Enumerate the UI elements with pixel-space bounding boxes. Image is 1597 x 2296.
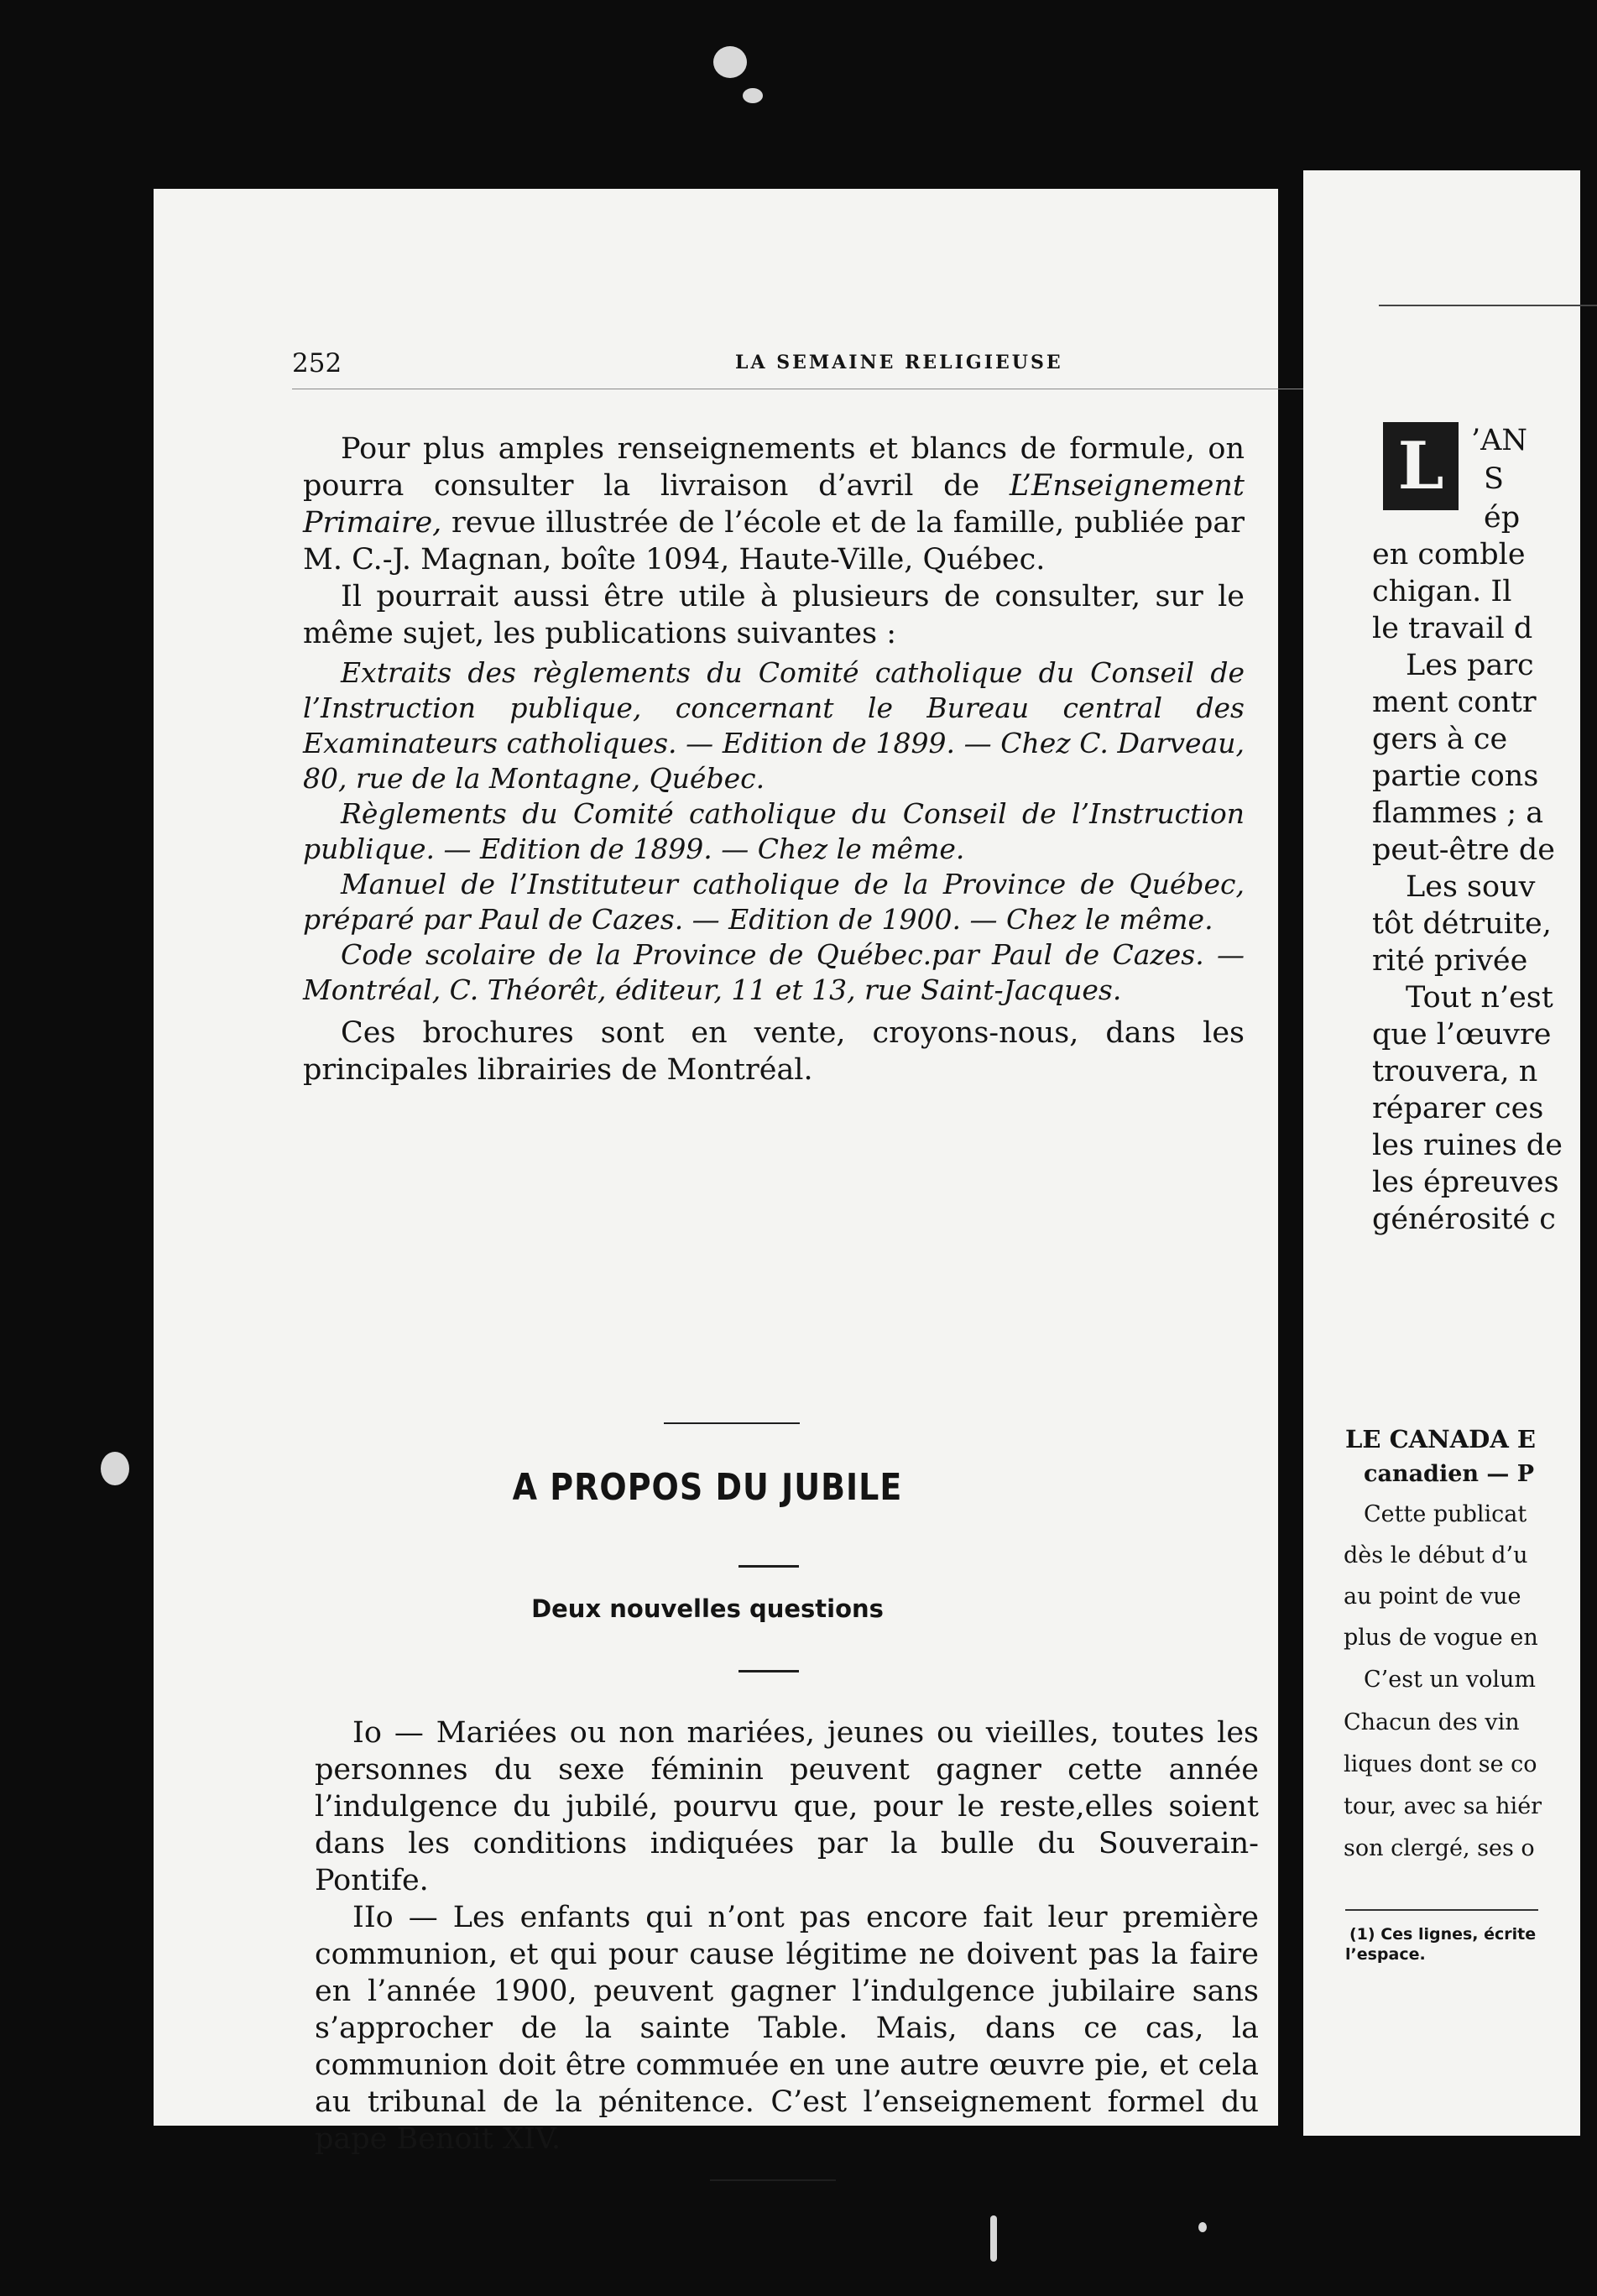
header-rule [1379,305,1597,306]
text-line: gers à ce [1372,723,1508,756]
text-line: LE CANADA E [1345,1425,1537,1453]
text-line: ’AN [1471,424,1528,457]
text-line: ment contr [1372,686,1537,719]
question-paragraph: Io — Mariées ou non mariées, jeunes ou vieilles, toutes les personnes du sexe féminin peuvent gagner cette année l’indulgence du jubilé, pourvu que, pour le reste,elles soient dans les conditions indiquées par la bulle du Souverain-Pontife. [315,1716,1259,1897]
footnote-rule [1345,1909,1538,1911]
film-speck [101,1452,129,1485]
text-line: Cette publicat [1364,1501,1527,1527]
citation: Extraits des règlements du Comité catholique du Conseil de l’Instruction publique, concernant le Bureau central des Examinateurs catholiques. — Edition de 1899. — Chez C. Darveau, 80, rue de la Montagne, Québec. [303,656,1245,795]
text-line: ép [1484,501,1521,535]
separator-rule [710,2179,836,2181]
separator-rule [664,1422,800,1424]
intro-paragraph [303,430,1245,578]
questions-section [315,1714,1259,2158]
citation: Code scolaire de la Province de Québec.par Paul de Cazes. — Montréal, C. Théorêt, éditeur, 11 et 13, rue Saint-Jacques. [303,938,1245,1006]
film-speck [713,46,747,78]
text-line: réparer ces [1372,1092,1544,1125]
footnote-line: (1) Ces lignes, écrite [1349,1925,1537,1944]
intro-text: Pour plus amples renseignements et blancs de formule, on pourra consulter la livraison d’avril de [303,432,1245,503]
citation: Manuel de l’Instituteur catholique de la Province de Québec, préparé par Paul de Cazes. — Edition de 1900. — Chez le même. [303,868,1245,936]
text-line: tôt détruite, [1372,907,1552,941]
film-speck [990,2215,997,2262]
text-line: que l’œuvre [1372,1018,1552,1051]
journal-title: L’Enseignement Primaire, [303,469,1245,540]
text-line: plus de vogue en [1344,1625,1538,1651]
text-line: dès le début d’u [1344,1542,1528,1568]
section-title: A PROPOS DU JUBILE [512,1465,903,1509]
left-page [154,189,1278,2156]
citation: Règlements du Comité catholique du Conseil de l’Instruction publique. — Edition de 1899. — Chez le même. [303,797,1245,865]
text-line: en comble [1372,538,1526,571]
footnote-line: l’espace. [1345,1945,1426,1964]
closing-paragraph: Ces brochures sont en vente, croyons-nous, dans les principales librairies de Montréal. [303,1016,1245,1087]
text-line: S [1484,462,1504,496]
page-number: 252 [292,348,342,378]
text-line: le travail d [1372,612,1533,645]
text-line: trouvera, n [1372,1055,1538,1088]
separator-rule [738,1565,799,1568]
text-line: rité privée [1372,944,1528,978]
text-line: son clergé, ses o [1344,1835,1535,1861]
running-title: LA SEMAINE RELIGIEUSE [735,352,1063,373]
intro-paragraph [303,578,1245,652]
text-line: canadien — P [1364,1461,1535,1487]
text-line: Les souv [1406,870,1536,904]
text-line: peut-être de [1372,833,1556,867]
text-line: chigan. Il [1372,575,1512,608]
film-speck [743,88,763,103]
text-line: liques dont se co [1344,1751,1537,1777]
text-line: flammes ; a [1372,796,1544,830]
text-line: Tout n’est [1406,981,1553,1015]
section-subtitle: Deux nouvelles questions [531,1594,884,1623]
intro-text: Il pourrait aussi être utile à plusieurs de consulter, sur le même sujet, les publications suivantes : [303,580,1245,650]
drop-cap: L [1383,422,1459,510]
text-line: C’est un volum [1364,1667,1537,1693]
text-line: les épreuves [1372,1166,1559,1199]
text-line: Les parc [1406,649,1534,682]
intro-section [303,430,1245,1088]
text-line: les ruines de [1372,1129,1563,1162]
question-paragraph: IIo — Les enfants qui n’ont pas encore fait leur première communion, et qui pour cause légitime ne doivent pas la faire en l’année 1900, peuvent gagner l’indulgence jubilaire sans s’approcher de la sainte Table. Mais, dans ce cas, la communion doit être commuée en une autre œuvre pie, et cela au tribunal de la pénitence. C’est l’enseignement formel du pape Benoit XIV. [315,1901,1259,2156]
text-line: générosité c [1372,1203,1556,1236]
separator-rule [738,1670,799,1672]
intro-text: revue illustrée de l’école et de la famille, publiée par M. C.-J. Magnan, boîte 1094, Haute-Ville, Québec. [303,506,1245,577]
text-line: au point de vue [1344,1584,1521,1610]
film-speck [1198,2222,1207,2232]
text-line: tour, avec sa hiér [1344,1793,1542,1819]
text-line: partie cons [1372,759,1539,793]
text-line: Chacun des vin [1344,1709,1520,1735]
right-page [1303,170,1580,2136]
